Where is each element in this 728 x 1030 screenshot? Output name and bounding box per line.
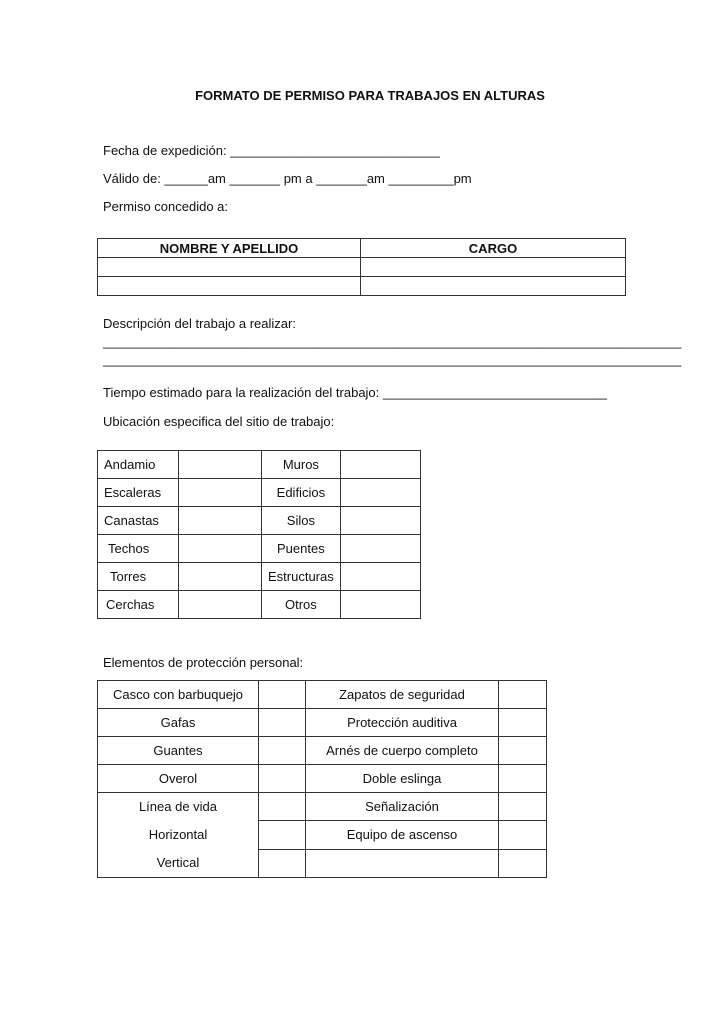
- epp-table: [97, 680, 547, 878]
- permiso-concedido-label: Permiso concedido a:: [103, 199, 229, 214]
- epp-check-cell[interactable]: [499, 737, 547, 765]
- page-title: FORMATO DE PERMISO PARA TRABAJOS EN ALTURAS: [195, 88, 545, 103]
- cargo-cell[interactable]: [361, 277, 626, 296]
- epp-check-cell[interactable]: [499, 821, 547, 849]
- table-row: [98, 277, 626, 296]
- epp-label: Elementos de protección personal:: [103, 655, 304, 670]
- descripcion-line-1[interactable]: ________________________________________________________________________________: [103, 334, 682, 349]
- epp-label-cell: Gafas: [98, 709, 259, 737]
- fecha-expedicion-field[interactable]: Fecha de expedición: _____________________________: [103, 143, 440, 158]
- linea-de-vida-cell: [98, 793, 259, 878]
- table-row: [98, 709, 547, 737]
- ubicacion-check-cell[interactable]: [179, 479, 262, 507]
- persons-table: [97, 238, 626, 296]
- epp-check-cell[interactable]: [259, 681, 306, 709]
- epp-stack-item: Línea de vida: [138, 799, 218, 814]
- ubicacion-check-cell[interactable]: [179, 507, 262, 535]
- table-row: [98, 258, 626, 277]
- table-header-row: [98, 239, 626, 258]
- descripcion-line-2[interactable]: ________________________________________________________________________________: [103, 352, 682, 367]
- epp-check-cell[interactable]: [499, 709, 547, 737]
- table-row: [98, 451, 421, 479]
- ubicacion-label-cell: Silos: [262, 507, 341, 535]
- column-header-nombre: NOMBRE Y APELLIDO: [98, 239, 361, 258]
- table-row: [98, 765, 547, 793]
- epp-check-cell[interactable]: [499, 849, 547, 877]
- epp-stack-item: Vertical: [156, 855, 200, 870]
- nombre-cell[interactable]: [98, 277, 361, 296]
- ubicacion-check-cell[interactable]: [340, 591, 420, 619]
- descripcion-label: Descripción del trabajo a realizar:: [103, 316, 296, 331]
- ubicacion-table: [97, 450, 421, 619]
- table-row: [98, 563, 421, 591]
- ubicacion-check-cell[interactable]: [340, 507, 420, 535]
- epp-check-cell[interactable]: [259, 849, 306, 877]
- ubicacion-label-cell: Muros: [262, 451, 341, 479]
- epp-check-cell[interactable]: [259, 821, 306, 849]
- ubicacion-label-cell: Techos: [98, 535, 179, 563]
- ubicacion-label-cell: Escaleras: [98, 479, 179, 507]
- ubicacion-label-cell: Estructuras: [262, 563, 341, 591]
- table-row: [98, 535, 421, 563]
- epp-check-cell[interactable]: [259, 709, 306, 737]
- ubicacion-check-cell[interactable]: [340, 451, 420, 479]
- table-row: [98, 681, 547, 709]
- ubicacion-label-cell: Otros: [262, 591, 341, 619]
- tiempo-estimado-field[interactable]: Tiempo estimado para la realización del trabajo: _______________________________: [103, 385, 608, 400]
- epp-label-cell: Protección auditiva: [306, 709, 499, 737]
- ubicacion-label: Ubicación especifica del sitio de trabajo:: [103, 414, 335, 429]
- nombre-cell[interactable]: [98, 258, 361, 277]
- ubicacion-check-cell[interactable]: [340, 563, 420, 591]
- epp-label-cell: Casco con barbuquejo: [98, 681, 259, 709]
- table-row: [98, 793, 547, 821]
- epp-label-cell: Guantes: [98, 737, 259, 765]
- ubicacion-check-cell[interactable]: [340, 535, 420, 563]
- column-header-cargo: CARGO: [361, 239, 626, 258]
- epp-empty-cell: [306, 849, 499, 877]
- table-row: [98, 479, 421, 507]
- epp-label-cell: Arnés de cuerpo completo: [306, 737, 499, 765]
- epp-label-cell: Doble eslinga: [306, 765, 499, 793]
- epp-label-cell: Overol: [98, 765, 259, 793]
- ubicacion-check-cell[interactable]: [179, 451, 262, 479]
- table-row: [98, 591, 421, 619]
- epp-check-cell[interactable]: [259, 737, 306, 765]
- ubicacion-check-cell[interactable]: [179, 535, 262, 563]
- ubicacion-check-cell[interactable]: [179, 563, 262, 591]
- epp-check-cell[interactable]: [499, 681, 547, 709]
- epp-check-cell[interactable]: [259, 765, 306, 793]
- ubicacion-label-cell: Torres: [98, 563, 179, 591]
- epp-label-cell: Equipo de ascenso: [306, 821, 499, 849]
- ubicacion-label-cell: Canastas: [98, 507, 179, 535]
- ubicacion-label-cell: Puentes: [262, 535, 341, 563]
- epp-stack-item: Horizontal: [148, 827, 208, 842]
- epp-check-cell[interactable]: [499, 765, 547, 793]
- ubicacion-check-cell[interactable]: [179, 591, 262, 619]
- ubicacion-check-cell[interactable]: [340, 479, 420, 507]
- cargo-cell[interactable]: [361, 258, 626, 277]
- epp-check-cell[interactable]: [499, 793, 547, 821]
- ubicacion-label-cell: Edificios: [262, 479, 341, 507]
- valido-de-field[interactable]: Válido de: ______am _______ pm a _______am _________pm: [103, 171, 472, 186]
- epp-label-cell: Señalización: [306, 793, 499, 821]
- epp-check-cell[interactable]: [259, 793, 306, 821]
- ubicacion-label-cell: Cerchas: [98, 591, 179, 619]
- epp-label-cell: Zapatos de seguridad: [306, 681, 499, 709]
- table-row: [98, 737, 547, 765]
- ubicacion-label-cell: Andamio: [98, 451, 179, 479]
- table-row: [98, 507, 421, 535]
